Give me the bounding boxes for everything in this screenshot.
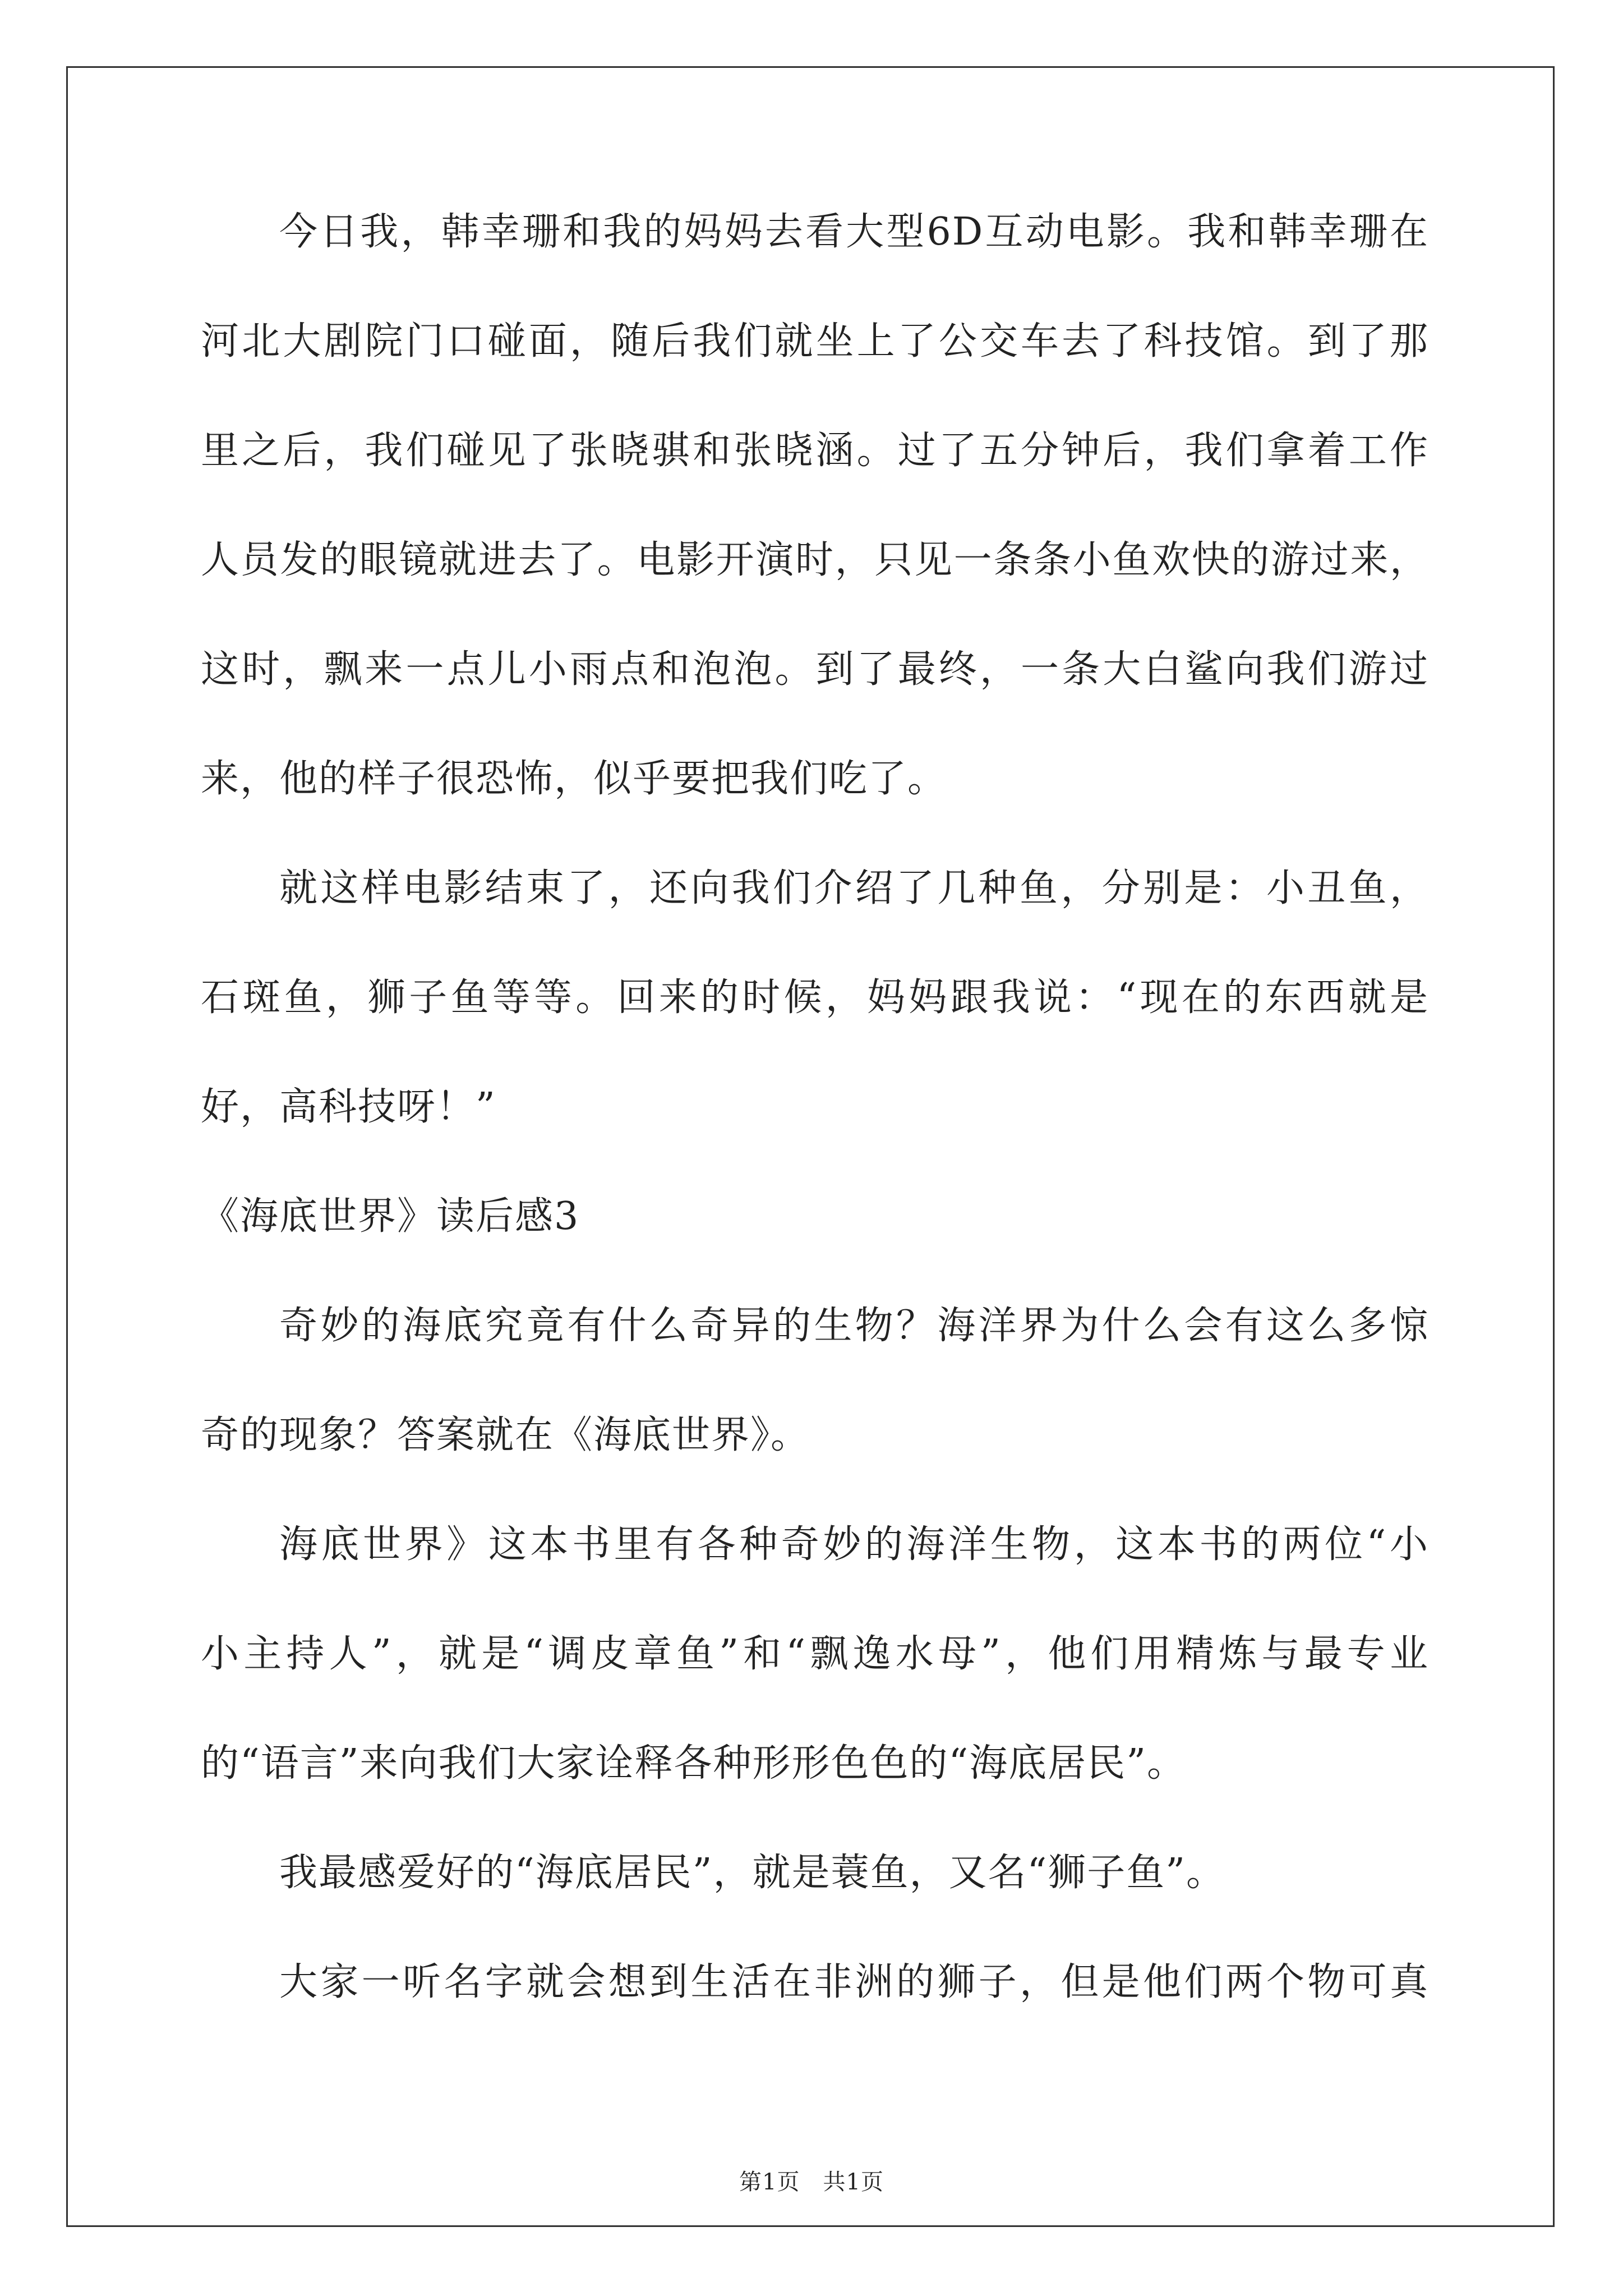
paragraph-line: 这时，飘来一点儿小雨点和泡泡。到了最终，一条大白鲨向我们游过 <box>201 647 1429 692</box>
paragraph-line: 小主持人”，就是“调皮章鱼”和“飘逸水母”，他们用精炼与最专业 <box>201 1632 1429 1676</box>
paragraph-line: 石斑鱼，狮子鱼等等。回来的时候，妈妈跟我说：“现在的东西就是 <box>201 976 1429 1020</box>
page-footer: 第1页 共1页 <box>739 2169 884 2195</box>
paragraph-line: 海底世界》这本书里有各种奇妙的海洋生物，这本书的两位“小 <box>279 1522 1429 1567</box>
paragraph-line: 今日我，韩幸珊和我的妈妈去看大型6D互动电影。我和韩幸珊在 <box>279 210 1429 254</box>
paragraph-line: 人员发的眼镜就进去了。电影开演时，只见一条条小鱼欢快的游过来， <box>201 538 1429 582</box>
paragraph-line: 奇妙的海底究竟有什么奇异的生物？海洋界为什么会有这么多惊 <box>279 1304 1429 1348</box>
paragraph-line: 河北大剧院门口碰面，随后我们就坐上了公交车去了科技馆。到了那 <box>201 319 1429 364</box>
paragraph-line: 奇的现象？答案就在《海底世界》。 <box>201 1413 810 1457</box>
paragraph-line: 好，高科技呀！” <box>201 1085 496 1129</box>
paragraph-line: 我最感爱好的“海底居民”，就是蓑鱼，又名“狮子鱼”。 <box>279 1851 1226 1895</box>
section-heading: 《海底世界》读后感3 <box>201 1194 580 1239</box>
paragraph-line: 来，他的样子很恐怖，似乎要把我们吃了。 <box>201 757 947 801</box>
document-body <box>201 210 1429 2073</box>
paragraph-line: 就这样电影结束了，还向我们介绍了几种鱼，分别是：小丑鱼， <box>279 866 1429 910</box>
paragraph-line: 的“语言”来向我们大家诠释各种形形色色的“海底居民”。 <box>201 1741 1187 1786</box>
paragraph-line: 大家一听名字就会想到生活在非洲的狮子，但是他们两个物可真 <box>279 1960 1429 2004</box>
paragraph-line: 里之后，我们碰见了张晓骐和张晓涵。过了五分钟后，我们拿着工作 <box>201 429 1429 473</box>
